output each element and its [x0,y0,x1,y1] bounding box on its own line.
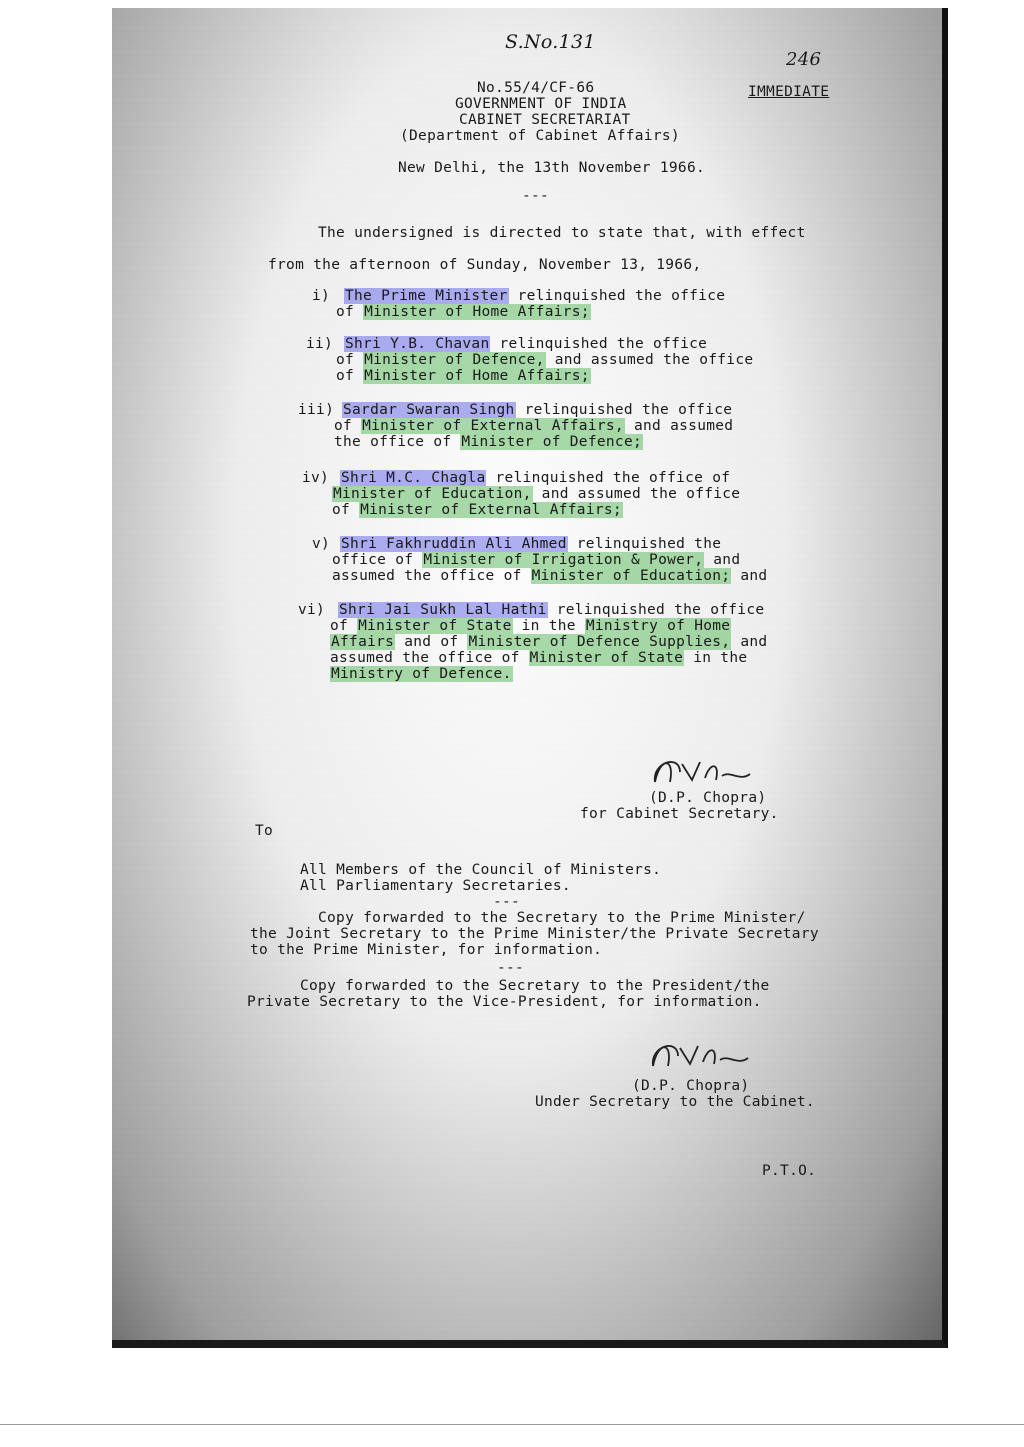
separator: --- [493,894,521,910]
office-highlight: Minister of Home Affairs; [364,368,590,384]
office-highlight: Minister of Home Affairs; [364,304,590,320]
copy-line: the Joint Secretary to the Prime Minister/the Private Secretary [250,926,819,942]
office-highlight: Minister of Defence, [364,352,545,368]
item-line [332,552,740,568]
minister-name-highlight: Shri Y.B. Chavan [345,336,490,352]
item-text: relinquished the office [515,402,733,418]
immediate-stamp: IMMEDIATE [748,84,830,100]
pto-note: P.T.O. [762,1163,817,1179]
government-heading: GOVERNMENT OF INDIA [455,96,627,112]
minister-name-highlight: Shri Fakhruddin Ali Ahmed [341,536,567,552]
item-line [340,470,730,486]
copy-line: Private Secretary to the Vice-President, for information. [247,994,762,1010]
signatory-name: (D.P. Chopra) [649,790,767,806]
item-number: i) [312,288,331,304]
item-text: and of [395,634,468,650]
separator: --- [497,960,525,976]
copy-line: Copy forwarded to the Secretary to the President/the [300,978,770,994]
item-text: in the [684,650,748,666]
copy-line: Copy forwarded to the Secretary to the Prime Minister/ [318,910,806,926]
item-line [334,434,643,450]
recipient-line: All Parliamentary Secretaries. [300,878,571,894]
item-text: and assumed the office [532,486,741,502]
date-line: New Delhi, the 13th November 1966. [398,160,706,176]
signatory-title: for Cabinet Secretary. [580,806,779,822]
signature-mark [648,1036,758,1076]
item-text: of [330,618,358,634]
intro-line: The undersigned is directed to state that, with effect [318,225,806,241]
item-text: and assumed [624,418,734,434]
item-text: and [731,568,768,584]
item-line [334,418,733,434]
signatory-name: (D.P. Chopra) [632,1078,750,1094]
item-line [344,288,725,304]
copy-line: to the Prime Minister, for information. [250,942,603,958]
item-line [330,618,731,634]
item-text: relinquished the office of [486,470,731,486]
item-line [332,568,767,584]
secretariat-heading: CABINET SECRETARIAT [459,112,631,128]
item-line [336,304,591,320]
item-text: of [332,502,360,518]
office-highlight: Minister of Education; [531,568,731,584]
minister-name-highlight: The Prime Minister [345,288,508,304]
item-number: vi) [298,602,326,618]
item-line [340,536,721,552]
item-text: relinquished the [567,536,722,552]
office-highlight: Ministry of Defence. [331,666,512,682]
office-highlight: Minister of External Affairs, [362,418,624,434]
office-highlight: Minister of Irrigation & Power, [423,552,704,568]
office-highlight: Minister of Defence; [461,434,643,450]
office-highlight: Minister of External Affairs; [360,502,622,518]
to-label: To [255,823,274,839]
item-text: the office of [334,434,461,450]
item-line [344,336,707,352]
item-text: assumed the office of [332,568,531,584]
minister-name-highlight: Shri Jai Sukh Lal Hathi [339,602,547,618]
page-divider [0,1424,1024,1425]
item-text: in the [512,618,585,634]
item-line [330,634,767,650]
item-text: assumed the office of [330,650,529,666]
item-number: iii) [298,402,335,418]
document-page [112,8,948,1348]
office-highlight: Affairs [331,634,395,650]
item-number: v) [312,536,331,552]
item-line [332,502,623,518]
item-text: and [704,552,741,568]
signature-mark [650,752,760,792]
item-line [330,666,513,682]
item-line [342,402,732,418]
intro-line: from the afternoon of Sunday, November 13, 1966, [268,257,702,273]
office-highlight: Minister of State [529,650,684,666]
page-number: 246 [786,49,822,70]
office-highlight: Minister of Education, [333,486,532,502]
item-text: relinquished the office [508,288,726,304]
item-text: relinquished the office [547,602,765,618]
item-text: of [336,304,364,320]
office-highlight: Ministry of Home [585,618,731,634]
recipient-line: All Members of the Council of Ministers. [300,862,662,878]
item-line [336,352,753,368]
handwritten-reference: S.No.131 [505,31,596,53]
item-text: relinquished the office [490,336,708,352]
item-number: iv) [302,470,330,486]
office-highlight: Minister of State [358,618,512,634]
item-text: and [731,634,768,650]
item-line [336,368,591,384]
item-line [338,602,764,618]
item-line [330,650,747,666]
minister-name-highlight: Sardar Swaran Singh [343,402,515,418]
department-heading: (Department of Cabinet Affairs) [400,128,680,144]
item-text: office of [332,552,423,568]
signatory-title: Under Secretary to the Cabinet. [535,1094,815,1110]
minister-name-highlight: Shri M.C. Chagla [341,470,486,486]
item-text: of [336,368,364,384]
office-highlight: Minister of Defence Supplies, [468,634,731,650]
item-text: of [336,352,364,368]
item-text: and assumed the office [545,352,754,368]
item-text: of [334,418,362,434]
item-number: ii) [306,336,334,352]
item-line [332,486,740,502]
file-number: No.55/4/CF-66 [477,80,595,96]
separator: --- [522,188,550,204]
